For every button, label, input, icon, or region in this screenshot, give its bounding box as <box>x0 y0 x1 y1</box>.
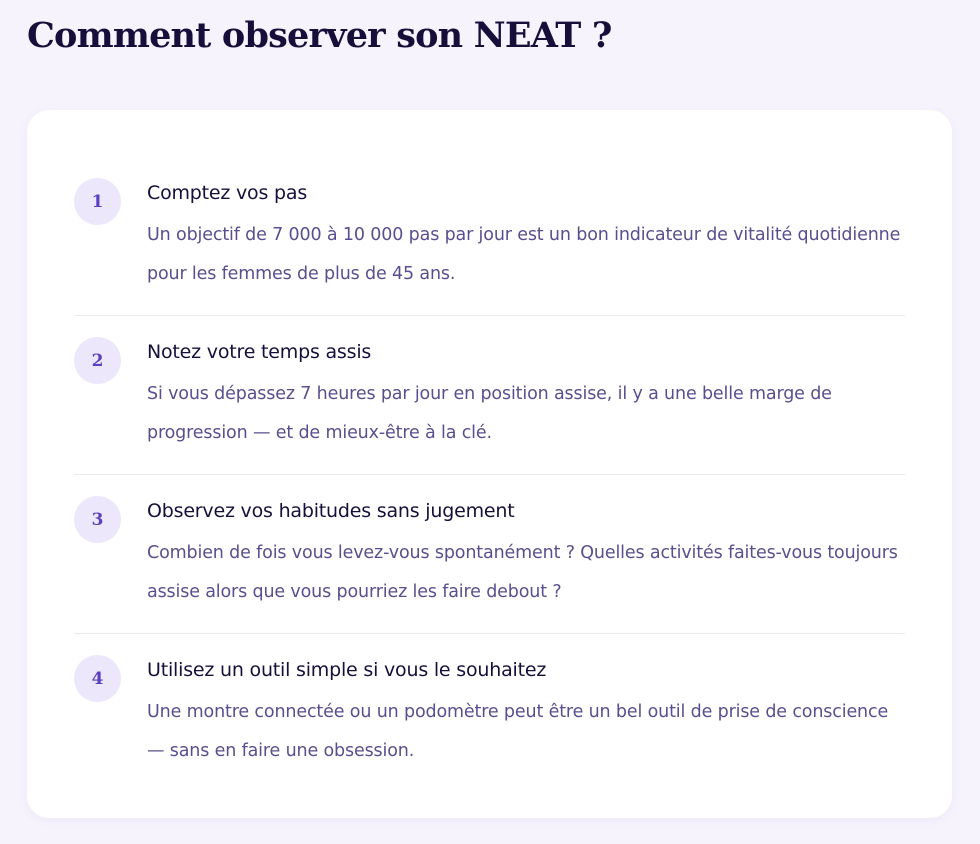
step-item <box>74 315 905 474</box>
step-description: Si vous dépassez 7 heures par jour en position assise, il y a une belle marge de progression — et de mieux-être à la clé. <box>147 384 832 443</box>
step-title: Observez vos habitudes sans jugement <box>147 500 515 522</box>
step-body <box>147 337 905 453</box>
step-body <box>147 496 905 612</box>
page-title: Comment observer son NEAT ? <box>27 15 612 56</box>
step-title: Utilisez un outil simple si vous le souhaitez <box>147 659 547 681</box>
step-body <box>147 655 905 771</box>
step-number-badge: 2 <box>74 337 121 384</box>
step-number-badge: 3 <box>74 496 121 543</box>
step-description: Un objectif de 7 000 à 10 000 pas par jour est un bon indicateur de vitalité quotidienne pour les femmes de plus de 45 ans. <box>147 225 901 284</box>
step-number-badge: 4 <box>74 655 121 702</box>
step-body <box>147 178 905 294</box>
step-item <box>74 178 905 315</box>
step-item <box>74 633 905 792</box>
step-title: Comptez vos pas <box>147 182 308 204</box>
steps-card <box>27 110 952 818</box>
step-number-badge: 1 <box>74 178 121 225</box>
step-title: Notez votre temps assis <box>147 341 372 363</box>
step-description: Une montre connectée ou un podomètre peut être un bel outil de prise de conscience — sans en faire une obsession. <box>147 702 889 761</box>
step-item <box>74 474 905 633</box>
step-description: Combien de fois vous levez-vous spontanément ? Quelles activités faites-vous toujours assise alors que vous pourriez les faire debout ? <box>147 543 898 602</box>
